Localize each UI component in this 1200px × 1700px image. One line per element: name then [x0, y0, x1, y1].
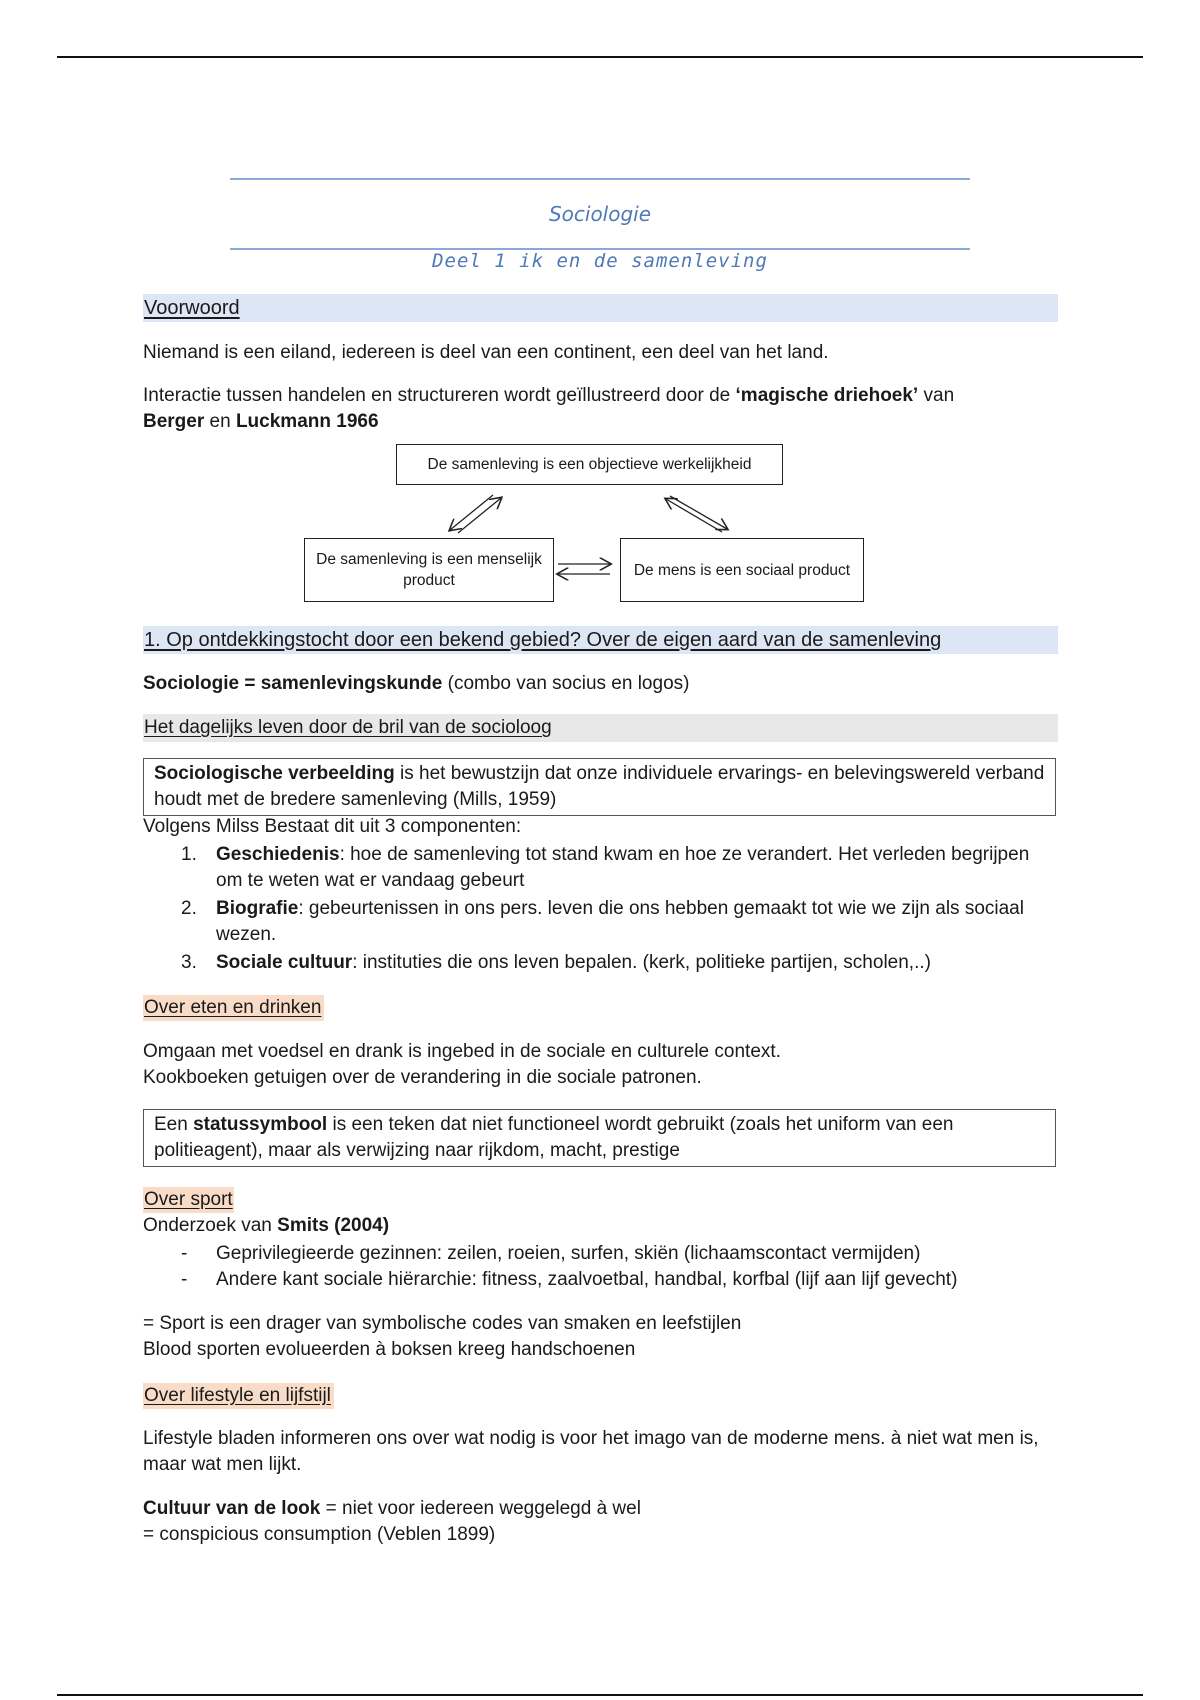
- heading-lifestyle: Over lifestyle en lijfstijl: [143, 1383, 334, 1409]
- magische-driehoek-term: ‘magische driehoek’: [735, 385, 919, 406]
- paragraph-lifestyle: Lifestyle bladen informeren ons over wat nodig is voor het imago van de moderne mens. à niet wat men is, maar wat men lijkt.: [143, 1428, 1039, 1475]
- heading-eten-drinken-wrap: [143, 995, 324, 1021]
- heading-sport-wrap: [143, 1187, 234, 1213]
- arrow-top-to-right: [670, 496, 727, 529]
- list-item: - Andere kant sociale hiërarchie: fitness, zaalvoetbal, handbal, korfbal (lijf aan lijf gevecht): [181, 1269, 958, 1290]
- heading-chapter-1: 1. Op ontdekkingstocht door een bekend gebied? Over de eigen aard van de samenleving: [143, 626, 1058, 654]
- sport-list: [143, 1241, 1058, 1293]
- diagram-box-sociaal-product: De mens is een sociaal product: [620, 538, 864, 602]
- diagram-box-menselijk-product: De samenleving is een menselijk product: [304, 538, 554, 602]
- magische-driehoek-diagram: [290, 440, 890, 605]
- arrow-left-to-top: [458, 498, 501, 533]
- arrow-right-to-top: [666, 499, 722, 532]
- list-item: - Geprivilegieerde gezinnen: zeilen, roeien, surfen, skiën (lichaamscontact vermijden): [181, 1243, 921, 1264]
- heading-dagelijks-leven: Het dagelijks leven door de bril van de socioloog: [143, 714, 1058, 742]
- sport-intro: Onderzoek van Smits (2004): [143, 1215, 390, 1236]
- paragraph-voorwoord-2: Interactie tussen handelen en structureren wordt geïllustreerd door de ‘magische driehoek’ van Berger en Luckmann 1966: [143, 385, 955, 432]
- list-item: 1. Geschiedenis: hoe de samenleving tot stand kwam en hoe ze verandert. Het verleden begrijpen om te weten wat er vandaag gebeurt: [181, 844, 1030, 891]
- author-luckmann: Luckmann 1966: [235, 411, 379, 432]
- components-list: [143, 842, 1058, 976]
- heading-voorwoord: Voorwoord: [143, 294, 1058, 322]
- arrow-top-to-left: [450, 495, 493, 530]
- page-top-rule: [57, 56, 1143, 58]
- paragraph-cultuur-look: Cultuur van de look = niet voor iedereen weggelegd à wel = conspicious consumption (Veblen 1899): [143, 1498, 641, 1545]
- definition-box-statussymbool: Een statussymbool is een teken dat niet functioneel wordt gebruikt (zoals het uniform van een politieagent), maar als verwijzing naar rijkdom, macht, prestige: [143, 1109, 1056, 1167]
- paragraph-sport-conclusie: = Sport is een drager van symbolische codes van smaken en leefstijlen Blood sporten evolueerden à boksen kreeg handschoenen: [143, 1313, 742, 1360]
- list-item: 2. Biografie: gebeurtenissen in ons pers. leven die ons hebben gemaakt tot wie we zijn als sociaal wezen.: [181, 898, 1024, 945]
- title-rule-top: [230, 178, 970, 180]
- paragraph-eten-drinken: Omgaan met voedsel en drank is ingebed in de sociale en culturele context. Kookboeken getuigen over de verandering in die sociale patronen.: [143, 1041, 781, 1088]
- document-subtitle: Deel 1 ik en de samenleving: [432, 250, 768, 272]
- document-title: Sociologie: [548, 202, 652, 226]
- definition-sociologie: Sociologie = samenlevingskunde (combo van socius en logos): [143, 673, 690, 694]
- diagram-box-objectieve-werkelijkheid: De samenleving is een objectieve werkelijkheid: [396, 444, 783, 485]
- heading-sport: Over sport: [143, 1187, 234, 1213]
- author-berger: Berger: [143, 411, 205, 432]
- heading-lifestyle-wrap: [143, 1383, 334, 1409]
- heading-eten-drinken: Over eten en drinken: [143, 995, 324, 1021]
- paragraph-voorwoord-1: Niemand is een eiland, iedereen is deel van een continent, een deel van het land.: [143, 342, 829, 363]
- page-bottom-rule: [57, 1694, 1143, 1696]
- list-item: 3. Sociale cultuur: instituties die ons leven bepalen. (kerk, politieke partijen, scholen,..): [181, 952, 931, 973]
- definition-box-sociologische-verbeelding: Sociologische verbeelding is het bewustzijn dat onze individuele ervarings- en belevingswereld verband houdt met de bredere samenleving (Mills, 1959): [143, 758, 1056, 816]
- components-intro: Volgens Milss Bestaat dit uit 3 componenten:: [143, 816, 522, 837]
